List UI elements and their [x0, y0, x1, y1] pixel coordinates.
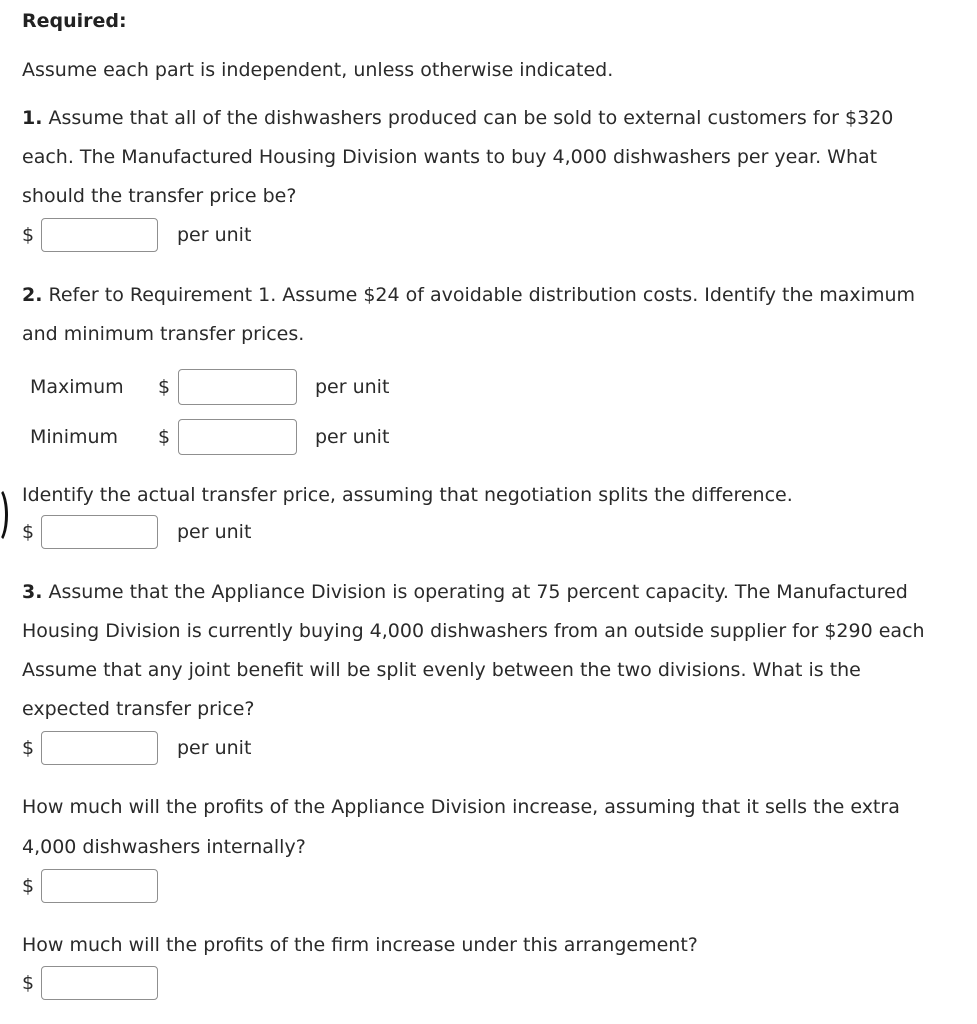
q1-unit: per unit: [177, 224, 252, 246]
required-heading: Required:: [22, 10, 127, 32]
q3-line-2: Housing Division is currently buying 4,000 dishwashers from an outside supplier for $290 each: [22, 620, 925, 642]
q1-line-3: should the transfer price be?: [22, 185, 297, 207]
firm-dollar: $: [22, 972, 35, 994]
q2-actual-text: Identify the actual transfer price, assuming that negotiation splits the difference.: [22, 484, 793, 506]
maximum-price-input[interactable]: [178, 369, 297, 405]
minimum-unit: per unit: [315, 426, 390, 448]
q1-dollar: $: [22, 224, 35, 246]
appliance-dollar: $: [22, 875, 35, 897]
firm-question: How much will the profits of the firm increase under this arrangement?: [22, 934, 698, 956]
q2-maximum-row: [30, 368, 389, 406]
q1-line-2: each. The Manufactured Housing Division wants to buy 4,000 dishwashers per year. What: [22, 146, 878, 168]
appliance-answer-row: [22, 867, 158, 905]
intro-text: Assume each part is independent, unless otherwise indicated.: [22, 59, 614, 81]
maximum-label: Maximum: [30, 376, 124, 398]
bracket-mark: [0, 486, 8, 544]
q3-line-3: Assume that any joint benefit will be split evenly between the two divisions. What is the: [22, 659, 861, 681]
q3-dollar: $: [22, 737, 35, 759]
firm-answer-row: [22, 964, 158, 1002]
expected-transfer-price-input[interactable]: [41, 731, 158, 765]
appliance-question-line-2: 4,000 dishwashers internally?: [22, 836, 306, 858]
q2-actual-row: [22, 513, 251, 551]
q1-transfer-price-input[interactable]: [41, 218, 158, 252]
maximum-dollar: $: [158, 376, 171, 398]
q3-number: 3.: [22, 581, 43, 603]
maximum-unit: per unit: [315, 376, 390, 398]
appliance-question-line-1: How much will the profits of the Appliance Division increase, assuming that it sells the extra: [22, 796, 900, 818]
q3-answer-row: [22, 729, 251, 767]
minimum-price-input[interactable]: [178, 419, 297, 455]
q3-line-1: 3. Assume that the Appliance Division is operating at 75 percent capacity. The Manufactured: [22, 581, 908, 603]
q2-line-1: 2. Refer to Requirement 1. Assume $24 of avoidable distribution costs. Identify the maximum: [22, 284, 915, 306]
firm-profit-increase-input[interactable]: [41, 966, 158, 1000]
minimum-label: Minimum: [30, 426, 119, 448]
q2-actual-unit: per unit: [177, 521, 252, 543]
q1-answer-row: [22, 216, 251, 254]
q1-number: 1.: [22, 107, 43, 129]
q1-line-1: 1. Assume that all of the dishwashers produced can be sold to external customers for $320: [22, 107, 894, 129]
actual-transfer-price-input[interactable]: [41, 515, 158, 549]
q3-unit: per unit: [177, 737, 252, 759]
q3-line-4: expected transfer price?: [22, 698, 255, 720]
minimum-dollar: $: [158, 426, 171, 448]
q2-line-2: and minimum transfer prices.: [22, 323, 305, 345]
q2-number: 2.: [22, 284, 43, 306]
q2-minimum-row: [30, 418, 389, 456]
q2-actual-dollar: $: [22, 521, 35, 543]
appliance-profit-increase-input[interactable]: [41, 869, 158, 903]
